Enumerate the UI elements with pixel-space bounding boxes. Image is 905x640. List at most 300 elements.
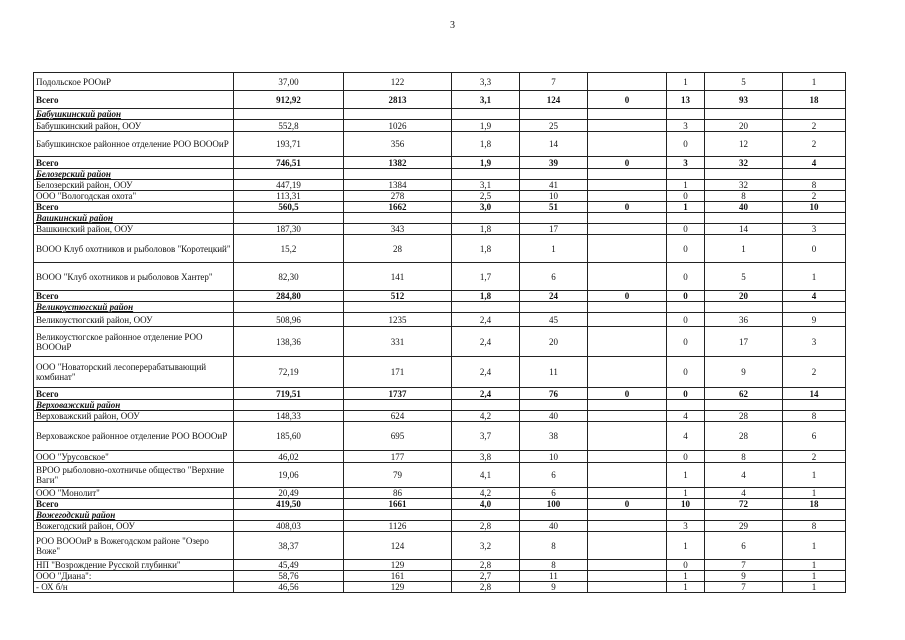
value-cell (588, 521, 667, 532)
value-cell: 1 (520, 235, 588, 263)
value-cell: 1235 (344, 313, 452, 327)
value-cell (588, 191, 667, 202)
organization-name-cell: Подольское РООиР (34, 73, 234, 91)
value-cell: 719,51 (234, 388, 344, 400)
value-cell: 624 (344, 411, 452, 422)
value-cell: 1 (667, 463, 705, 488)
value-cell (588, 463, 667, 488)
value-cell: 28 (705, 411, 783, 422)
value-cell: 3 (783, 327, 846, 357)
table-cell-empty (667, 510, 705, 521)
value-cell: 0 (667, 235, 705, 263)
value-cell: 8 (783, 180, 846, 191)
value-cell: 124 (344, 532, 452, 560)
value-cell: 10 (520, 191, 588, 202)
value-cell: 0 (588, 157, 667, 169)
total-row (34, 499, 846, 510)
value-cell: 7 (705, 582, 783, 593)
table-cell-empty (234, 400, 344, 411)
value-cell: 86 (344, 488, 452, 499)
value-cell: 0 (667, 291, 705, 302)
value-cell: 9 (783, 313, 846, 327)
value-cell (588, 532, 667, 560)
district-title: Верховажский район (34, 400, 234, 411)
value-cell: 28 (344, 235, 452, 263)
value-cell: 0 (588, 291, 667, 302)
value-cell: 1 (667, 202, 705, 213)
table-cell-empty (520, 169, 588, 180)
value-cell: 0 (588, 202, 667, 213)
value-cell: 93 (705, 91, 783, 109)
table-cell-empty (234, 510, 344, 521)
value-cell: 343 (344, 224, 452, 235)
value-cell: 100 (520, 499, 588, 510)
table-cell-empty (705, 169, 783, 180)
table-row (34, 191, 846, 202)
district-header-row (34, 213, 846, 224)
value-cell: 14 (705, 224, 783, 235)
value-cell: 46,56 (234, 582, 344, 593)
table-row (34, 488, 846, 499)
value-cell: 5 (705, 263, 783, 291)
table-row (34, 357, 846, 388)
table-cell-empty (452, 213, 520, 224)
table-row (34, 313, 846, 327)
value-cell: 278 (344, 191, 452, 202)
table-cell-empty (588, 400, 667, 411)
value-cell: 141 (344, 263, 452, 291)
value-cell (588, 73, 667, 91)
value-cell: 1 (705, 235, 783, 263)
value-cell: 0 (667, 132, 705, 157)
value-cell: 18 (783, 91, 846, 109)
value-cell: 2813 (344, 91, 452, 109)
value-cell: 19,06 (234, 463, 344, 488)
table-row (34, 224, 846, 235)
table-cell-empty (783, 302, 846, 313)
value-cell: 1 (783, 263, 846, 291)
value-cell: 0 (667, 313, 705, 327)
organization-name-cell: Великоустюгское районное отделение РОО ВОООиР (34, 327, 234, 357)
table-cell-empty (234, 302, 344, 313)
value-cell: 82,30 (234, 263, 344, 291)
value-cell: 14 (783, 388, 846, 400)
organization-name-cell: ООО "Урусовское" (34, 451, 234, 463)
value-cell: 39 (520, 157, 588, 169)
value-cell: 2,4 (452, 357, 520, 388)
table-row (34, 532, 846, 560)
value-cell: 28 (705, 422, 783, 451)
table-cell-empty (667, 400, 705, 411)
value-cell: 18 (783, 499, 846, 510)
value-cell: 3 (667, 120, 705, 132)
district-header-row (34, 400, 846, 411)
value-cell (588, 120, 667, 132)
value-cell: 161 (344, 571, 452, 582)
value-cell: 4 (705, 463, 783, 488)
value-cell: 13 (667, 91, 705, 109)
value-cell: 0 (667, 357, 705, 388)
value-cell: 11 (520, 357, 588, 388)
table-cell-empty (667, 213, 705, 224)
table-cell-empty (344, 400, 452, 411)
organization-name-cell: Бабушкинский район, ООУ (34, 120, 234, 132)
value-cell: 4,2 (452, 488, 520, 499)
district-title: Белозерский район (34, 169, 234, 180)
value-cell: 1 (783, 560, 846, 571)
value-cell: 76 (520, 388, 588, 400)
value-cell: 4 (783, 157, 846, 169)
value-cell: 9 (705, 571, 783, 582)
district-title: Вашкинский район (34, 213, 234, 224)
table-cell-empty (705, 400, 783, 411)
value-cell: 8 (783, 411, 846, 422)
table-row (34, 263, 846, 291)
value-cell: 2,8 (452, 521, 520, 532)
value-cell (588, 422, 667, 451)
value-cell: 40 (520, 411, 588, 422)
organization-name-cell: Всего (34, 291, 234, 302)
value-cell: 40 (705, 202, 783, 213)
value-cell: 2 (783, 451, 846, 463)
value-cell: 24 (520, 291, 588, 302)
value-cell: 72 (705, 499, 783, 510)
value-cell: 695 (344, 422, 452, 451)
value-cell: 20 (705, 120, 783, 132)
organization-name-cell: Верховажский район, ООУ (34, 411, 234, 422)
value-cell: 1 (667, 532, 705, 560)
table-cell-empty (705, 510, 783, 521)
value-cell: 1 (783, 582, 846, 593)
value-cell: 0 (783, 235, 846, 263)
value-cell: 1 (783, 532, 846, 560)
value-cell (588, 560, 667, 571)
table-cell-empty (234, 109, 344, 120)
table-row (34, 422, 846, 451)
value-cell: 41 (520, 180, 588, 191)
value-cell: 45 (520, 313, 588, 327)
value-cell: 1,8 (452, 224, 520, 235)
total-row (34, 91, 846, 109)
value-cell: 3,1 (452, 91, 520, 109)
value-cell: 3,3 (452, 73, 520, 91)
organization-name-cell: ООО "Монолит" (34, 488, 234, 499)
value-cell: 2 (783, 357, 846, 388)
value-cell: 8 (783, 521, 846, 532)
organization-name-cell: Всего (34, 91, 234, 109)
value-cell: 2 (783, 120, 846, 132)
page-number: 3 (450, 20, 455, 31)
value-cell: 1,8 (452, 291, 520, 302)
organization-name-cell: Всего (34, 499, 234, 510)
value-cell: 5 (705, 73, 783, 91)
value-cell: 58,76 (234, 571, 344, 582)
value-cell: 2,4 (452, 388, 520, 400)
value-cell: 356 (344, 132, 452, 157)
table-cell-empty (520, 510, 588, 521)
value-cell: 447,19 (234, 180, 344, 191)
value-cell: 408,03 (234, 521, 344, 532)
table-row (34, 411, 846, 422)
table-row (34, 560, 846, 571)
value-cell: 32 (705, 157, 783, 169)
value-cell: 0 (667, 263, 705, 291)
value-cell: 20 (520, 327, 588, 357)
district-title: Бабушкинский район (34, 109, 234, 120)
value-cell: 2,5 (452, 191, 520, 202)
value-cell: 9 (705, 357, 783, 388)
total-row (34, 388, 846, 400)
value-cell: 9 (520, 582, 588, 593)
value-cell: 4 (783, 291, 846, 302)
value-cell: 3,7 (452, 422, 520, 451)
value-cell: 148,33 (234, 411, 344, 422)
value-cell: 3,1 (452, 180, 520, 191)
value-cell: 2,8 (452, 560, 520, 571)
value-cell: 1661 (344, 499, 452, 510)
value-cell: 6 (520, 263, 588, 291)
table-cell-empty (344, 109, 452, 120)
value-cell: 0 (588, 388, 667, 400)
table-cell-empty (234, 213, 344, 224)
value-cell: 3 (667, 157, 705, 169)
value-cell: 10 (667, 499, 705, 510)
value-cell: 36 (705, 313, 783, 327)
value-cell: 7 (520, 73, 588, 91)
table-cell-empty (783, 510, 846, 521)
organization-name-cell: Великоустюгский район, ООУ (34, 313, 234, 327)
district-title: Великоустюгский район (34, 302, 234, 313)
value-cell: 40 (520, 521, 588, 532)
total-row (34, 157, 846, 169)
value-cell: 8 (705, 191, 783, 202)
table-row (34, 235, 846, 263)
district-header-row (34, 109, 846, 120)
organization-name-cell: Всего (34, 157, 234, 169)
value-cell: 1 (667, 73, 705, 91)
value-cell (588, 235, 667, 263)
value-cell (588, 180, 667, 191)
value-cell: 3 (667, 521, 705, 532)
value-cell: 62 (705, 388, 783, 400)
value-cell: 552,8 (234, 120, 344, 132)
value-cell: 508,96 (234, 313, 344, 327)
value-cell: 1126 (344, 521, 452, 532)
value-cell: 32 (705, 180, 783, 191)
value-cell: 4,2 (452, 411, 520, 422)
table-cell-empty (452, 302, 520, 313)
district-header-row (34, 169, 846, 180)
organization-name-cell: ООО "Вологодская охота" (34, 191, 234, 202)
table-cell-empty (452, 510, 520, 521)
value-cell: 1 (783, 463, 846, 488)
value-cell: 3,2 (452, 532, 520, 560)
value-cell: 122 (344, 73, 452, 91)
value-cell: 17 (520, 224, 588, 235)
table-row (34, 132, 846, 157)
value-cell: 15,2 (234, 235, 344, 263)
value-cell: 38,37 (234, 532, 344, 560)
table-cell-empty (520, 109, 588, 120)
value-cell: 0 (588, 91, 667, 109)
table-row (34, 463, 846, 488)
value-cell: 419,50 (234, 499, 344, 510)
table-cell-empty (344, 213, 452, 224)
hunting-data-table (33, 72, 846, 593)
value-cell: 187,30 (234, 224, 344, 235)
value-cell: 0 (667, 224, 705, 235)
organization-name-cell: Всего (34, 202, 234, 213)
organization-name-cell: ВООО Клуб охотников и рыболовов "Коротецкий" (34, 235, 234, 263)
value-cell: 3 (783, 224, 846, 235)
value-cell: 2 (783, 191, 846, 202)
total-row (34, 291, 846, 302)
value-cell: 2,8 (452, 582, 520, 593)
value-cell: 8 (520, 532, 588, 560)
value-cell: 6 (520, 488, 588, 499)
value-cell: 2,4 (452, 327, 520, 357)
organization-name-cell: ВООО "Клуб охотников и рыболовов Хантер" (34, 263, 234, 291)
organization-name-cell: Белозерский район, ООУ (34, 180, 234, 191)
value-cell: 1,9 (452, 157, 520, 169)
value-cell: 185,60 (234, 422, 344, 451)
value-cell (588, 488, 667, 499)
value-cell: 4 (667, 422, 705, 451)
total-row (34, 202, 846, 213)
organization-name-cell: Вашкинский район, ООУ (34, 224, 234, 235)
table-cell-empty (588, 109, 667, 120)
value-cell: 20,49 (234, 488, 344, 499)
value-cell (588, 132, 667, 157)
value-cell (588, 327, 667, 357)
value-cell: 560,5 (234, 202, 344, 213)
value-cell: 37,00 (234, 73, 344, 91)
value-cell: 29 (705, 521, 783, 532)
organization-name-cell: НП "Возрождение Русской глубинки" (34, 560, 234, 571)
table-cell-empty (588, 169, 667, 180)
table-cell-empty (588, 302, 667, 313)
value-cell: 171 (344, 357, 452, 388)
value-cell: 1 (783, 488, 846, 499)
organization-name-cell: ООО "Новаторский лесоперерабатывающий комбинат" (34, 357, 234, 388)
value-cell: 1,8 (452, 132, 520, 157)
value-cell: 1 (667, 488, 705, 499)
value-cell: 129 (344, 582, 452, 593)
organization-name-cell: РОО ВОООиР в Вожегодском районе "Озеро Воже" (34, 532, 234, 560)
value-cell (588, 357, 667, 388)
value-cell: 3,8 (452, 451, 520, 463)
table-cell-empty (783, 169, 846, 180)
value-cell: 6 (783, 422, 846, 451)
value-cell: 1 (667, 571, 705, 582)
table-cell-empty (588, 213, 667, 224)
table-cell-empty (344, 510, 452, 521)
table-row (34, 73, 846, 91)
table-cell-empty (520, 213, 588, 224)
table-cell-empty (667, 169, 705, 180)
value-cell: 11 (520, 571, 588, 582)
organization-name-cell: Бабушкинское районное отделение РОО ВОООиР (34, 132, 234, 157)
value-cell: 1662 (344, 202, 452, 213)
value-cell: 25 (520, 120, 588, 132)
value-cell: 912,92 (234, 91, 344, 109)
value-cell: 12 (705, 132, 783, 157)
value-cell: 79 (344, 463, 452, 488)
value-cell: 10 (520, 451, 588, 463)
value-cell (588, 451, 667, 463)
value-cell: 1384 (344, 180, 452, 191)
value-cell: 7 (705, 560, 783, 571)
table-row (34, 120, 846, 132)
table-cell-empty (705, 213, 783, 224)
value-cell: 8 (520, 560, 588, 571)
value-cell: 1,9 (452, 120, 520, 132)
table-cell-empty (452, 169, 520, 180)
value-cell: 177 (344, 451, 452, 463)
value-cell: 0 (667, 388, 705, 400)
value-cell: 0 (588, 499, 667, 510)
value-cell: 284,80 (234, 291, 344, 302)
table-cell-empty (783, 213, 846, 224)
value-cell: 0 (667, 560, 705, 571)
value-cell: 38 (520, 422, 588, 451)
table-cell-empty (705, 302, 783, 313)
value-cell (588, 313, 667, 327)
table-cell-empty (344, 169, 452, 180)
value-cell: 331 (344, 327, 452, 357)
value-cell: 746,51 (234, 157, 344, 169)
organization-name-cell: ООО "Диана": (34, 571, 234, 582)
value-cell (588, 411, 667, 422)
value-cell: 14 (520, 132, 588, 157)
value-cell: 124 (520, 91, 588, 109)
value-cell: 4,0 (452, 499, 520, 510)
table-row (34, 451, 846, 463)
value-cell: 3,0 (452, 202, 520, 213)
value-cell (588, 582, 667, 593)
value-cell: 2 (783, 132, 846, 157)
table-cell-empty (705, 109, 783, 120)
value-cell: 20 (705, 291, 783, 302)
district-title: Вожегодский район (34, 510, 234, 521)
table-cell-empty (588, 510, 667, 521)
table-cell-empty (520, 302, 588, 313)
table-row (34, 582, 846, 593)
table-cell-empty (667, 302, 705, 313)
value-cell: 17 (705, 327, 783, 357)
table-cell-empty (452, 400, 520, 411)
value-cell (588, 263, 667, 291)
value-cell (588, 571, 667, 582)
value-cell: 193,71 (234, 132, 344, 157)
value-cell: 6 (520, 463, 588, 488)
table-cell-empty (234, 169, 344, 180)
value-cell: 512 (344, 291, 452, 302)
organization-name-cell: - ОХ б/н (34, 582, 234, 593)
value-cell: 113,31 (234, 191, 344, 202)
table-row (34, 521, 846, 532)
organization-name-cell: Вожегодский район, ООУ (34, 521, 234, 532)
organization-name-cell: Всего (34, 388, 234, 400)
value-cell: 6 (705, 532, 783, 560)
value-cell: 1,8 (452, 235, 520, 263)
value-cell: 8 (705, 451, 783, 463)
value-cell: 1382 (344, 157, 452, 169)
value-cell: 2,4 (452, 313, 520, 327)
table-row (34, 180, 846, 191)
organization-name-cell: ВРОО рыболовно-охотничье общество "Верхние Ваги" (34, 463, 234, 488)
value-cell: 45,49 (234, 560, 344, 571)
